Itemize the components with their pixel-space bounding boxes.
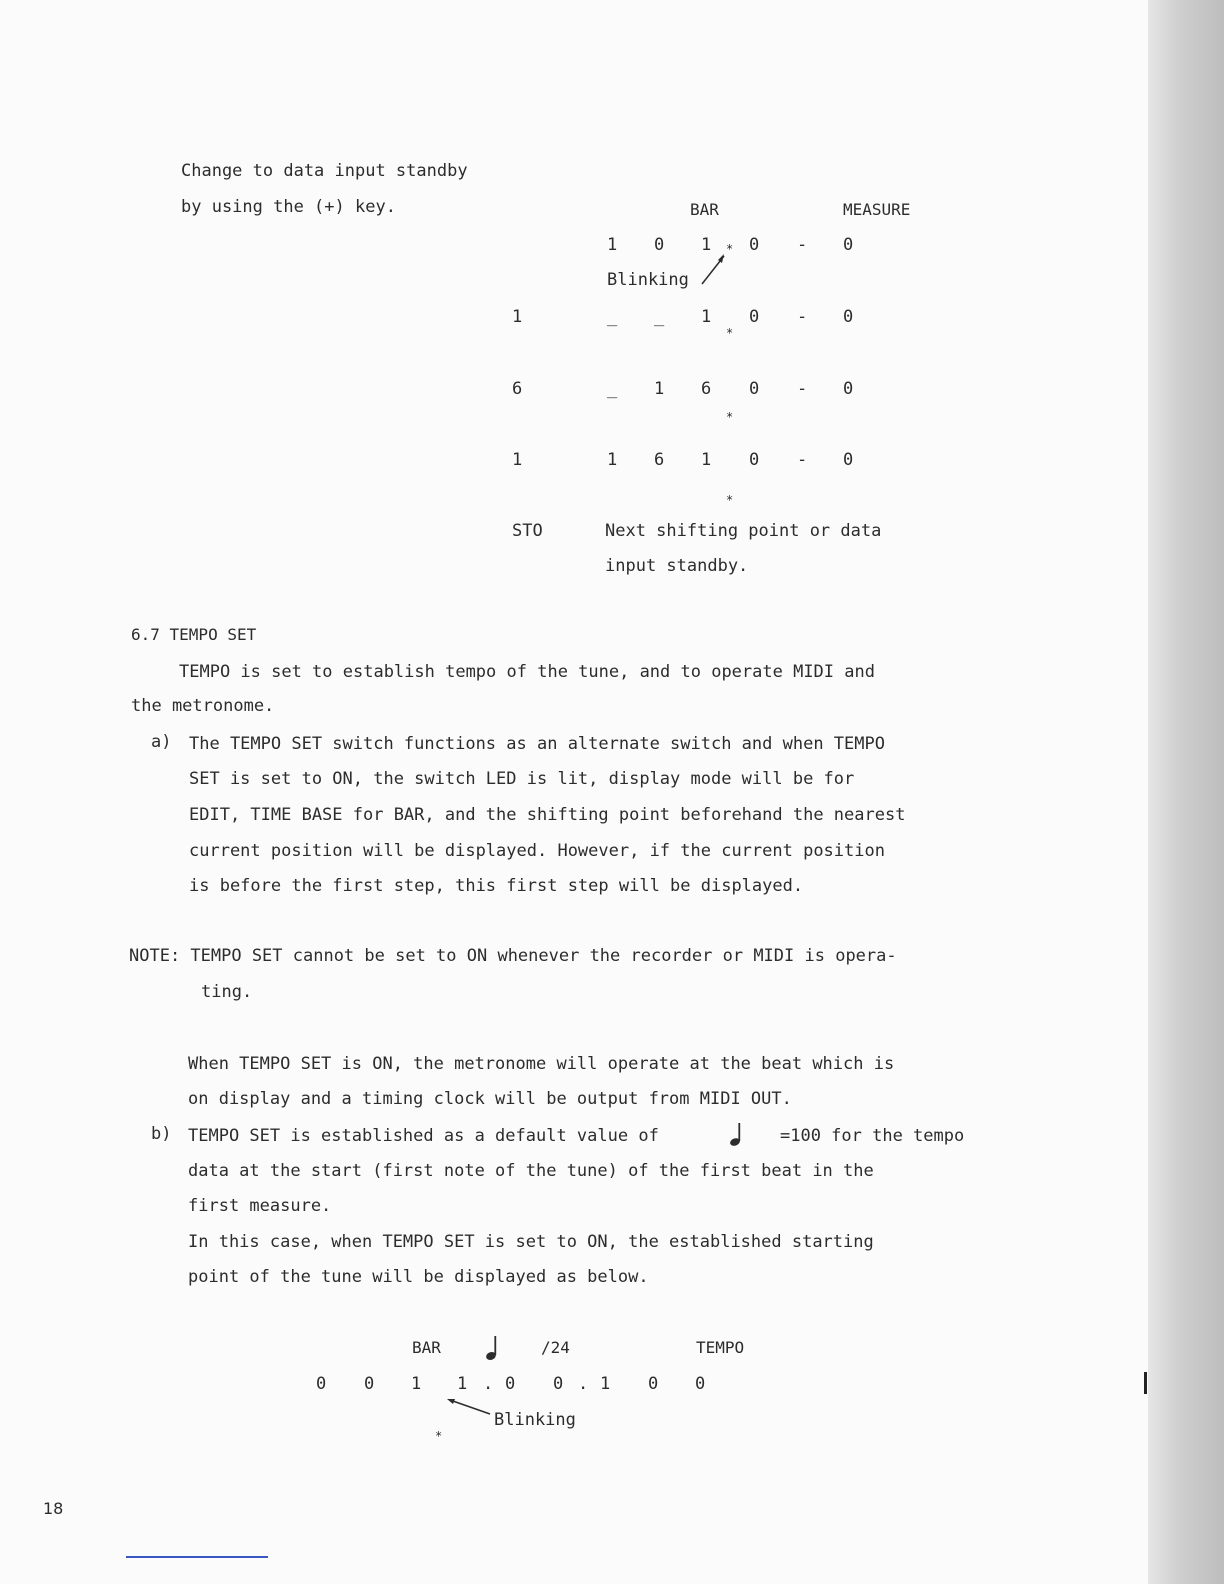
row2-d1: _ xyxy=(607,379,618,399)
row2-star: * xyxy=(726,410,734,424)
row1-d1: _ xyxy=(607,307,618,327)
display2-div-header: /24 xyxy=(541,1338,570,1357)
blinking-arrow-1 xyxy=(700,250,730,290)
row1-d2: _ xyxy=(654,307,665,327)
item-a-line-4: current position will be displayed. However, if the current position xyxy=(189,841,885,861)
row1-d3: 1 xyxy=(701,307,712,327)
quarter-note-header-icon xyxy=(485,1334,499,1362)
item-b-line-1-pre: TEMPO SET is established as a default value of xyxy=(188,1126,659,1146)
p1-line-2: the metronome. xyxy=(131,696,275,716)
display2-digit-7: 1 xyxy=(600,1374,611,1394)
sto-key: STO xyxy=(512,521,543,541)
blinking-label-2: Blinking xyxy=(494,1410,576,1430)
row1-dash: - xyxy=(797,307,808,327)
row2-d5: 0 xyxy=(843,379,854,399)
row0-star: * xyxy=(726,242,734,256)
item-b-label: b) xyxy=(151,1124,172,1144)
quarter-note-icon xyxy=(729,1121,743,1147)
when-line-2: on display and a timing clock will be output from MIDI OUT. xyxy=(188,1089,792,1109)
item-b-line-4: In this case, when TEMPO SET is set to ON, the established starting xyxy=(188,1232,874,1252)
row2-dash: - xyxy=(797,379,808,399)
sto-text-1: Next shifting point or data xyxy=(605,521,882,541)
display2-digit-3: 1 xyxy=(411,1374,422,1394)
row2-d3: 6 xyxy=(701,379,712,399)
display2-digit-4: 1 xyxy=(457,1374,468,1394)
display2-star: * xyxy=(435,1429,443,1443)
display2-tempo-header: TEMPO xyxy=(696,1338,745,1357)
row2-key: 6 xyxy=(512,379,523,399)
underline-rule xyxy=(126,1556,268,1558)
item-a-line-3: EDIT, TIME BASE for BAR, and the shifting point beforehand the nearest xyxy=(189,805,906,825)
blinking-arrow-2 xyxy=(444,1394,494,1418)
row0-d3: 1 xyxy=(701,235,712,255)
p1-line-1: TEMPO is set to establish tempo of the tune, and to operate MIDI and xyxy=(179,662,875,682)
row1-star: * xyxy=(726,326,734,340)
edge-mark xyxy=(1144,1372,1147,1394)
row0-d5: 0 xyxy=(843,235,854,255)
sto-text-2: input standby. xyxy=(605,556,749,576)
page-edge-shadow xyxy=(1148,0,1224,1584)
item-a-line-5: is before the first step, this first step will be displayed. xyxy=(189,876,804,896)
item-b-line-3: first measure. xyxy=(188,1196,332,1216)
row3-d4: 0 xyxy=(749,450,760,470)
row3-dash: - xyxy=(797,450,808,470)
display2-dot-1: . xyxy=(483,1374,494,1394)
row0-dash: - xyxy=(797,235,808,255)
row1-d5: 0 xyxy=(843,307,854,327)
display2-bar-header: BAR xyxy=(412,1338,441,1357)
row0-d1: 1 xyxy=(607,235,618,255)
item-b-line-2: data at the start (first note of the tune) of the first beat in the xyxy=(188,1161,874,1181)
item-a-label: a) xyxy=(151,732,172,752)
intro-line-2: by using the (+) key. xyxy=(181,197,396,217)
item-b-line-1-post: =100 for the tempo xyxy=(780,1126,965,1146)
display2-dot-2: . xyxy=(578,1374,589,1394)
row3-d1: 1 xyxy=(607,450,618,470)
note-line-2: ting. xyxy=(201,982,253,1002)
row3-d5: 0 xyxy=(843,450,854,470)
display2-digit-2: 0 xyxy=(364,1374,375,1394)
display1-bar-header: BAR xyxy=(690,200,719,219)
row0-d2: 0 xyxy=(654,235,665,255)
section-heading: 6.7 TEMPO SET xyxy=(131,625,257,644)
display2-digit-8: 0 xyxy=(648,1374,659,1394)
page-number: 18 xyxy=(43,1499,64,1518)
intro-line-1: Change to data input standby xyxy=(181,161,468,181)
row1-d4: 0 xyxy=(749,307,760,327)
display1-measure-header: MEASURE xyxy=(843,200,911,219)
display2-digit-6: 0 xyxy=(553,1374,564,1394)
display2-digit-1: 0 xyxy=(316,1374,327,1394)
note-line-1: NOTE: TEMPO SET cannot be set to ON whenever the recorder or MIDI is opera- xyxy=(129,946,897,966)
row0-d4: 0 xyxy=(749,235,760,255)
item-b-line-5: point of the tune will be displayed as below. xyxy=(188,1267,649,1287)
row3-key: 1 xyxy=(512,450,523,470)
row3-d3: 1 xyxy=(701,450,712,470)
display2-digit-9: 0 xyxy=(695,1374,706,1394)
display2-digit-5: 0 xyxy=(505,1374,516,1394)
item-a-line-1: The TEMPO SET switch functions as an alternate switch and when TEMPO xyxy=(189,734,885,754)
item-a-line-2: SET is set to ON, the switch LED is lit, display mode will be for xyxy=(189,769,855,789)
blinking-label-1: Blinking xyxy=(607,270,689,290)
row2-d2: 1 xyxy=(654,379,665,399)
row3-d2: 6 xyxy=(654,450,665,470)
row1-key: 1 xyxy=(512,307,523,327)
when-line-1: When TEMPO SET is ON, the metronome will operate at the beat which is xyxy=(188,1054,895,1074)
row2-d4: 0 xyxy=(749,379,760,399)
row3-star: * xyxy=(726,493,734,507)
